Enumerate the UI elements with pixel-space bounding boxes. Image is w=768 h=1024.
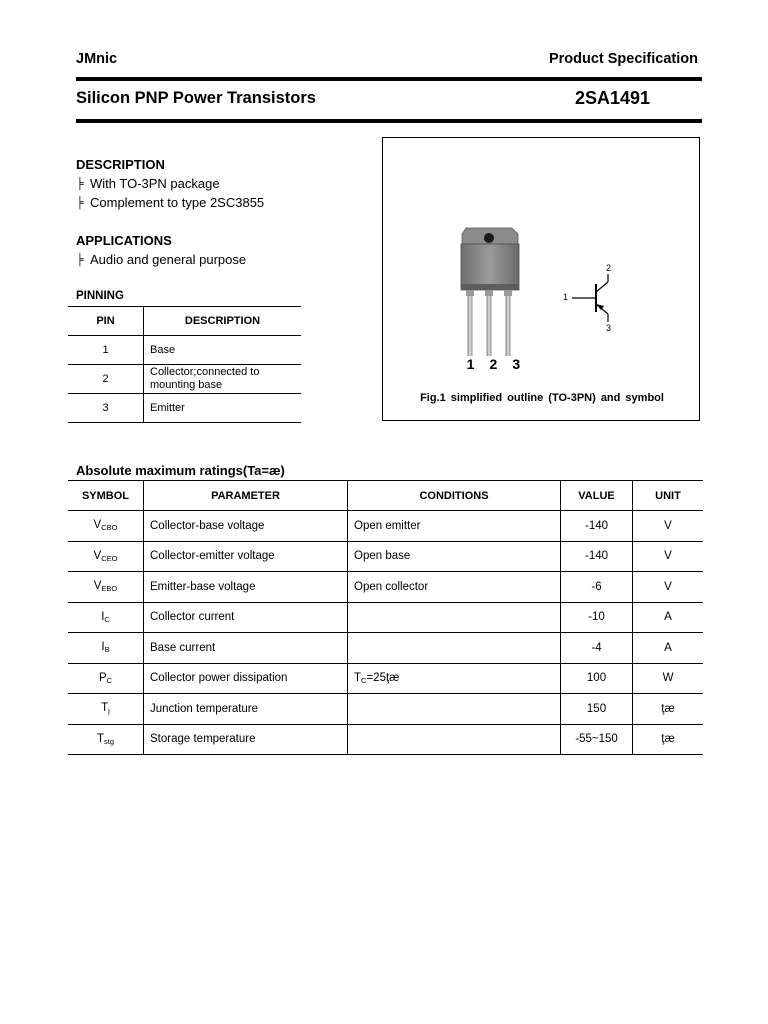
bullet-icon: ╞ bbox=[76, 196, 84, 209]
pin-number: 3 bbox=[68, 394, 144, 423]
symbol-letter: T bbox=[101, 702, 109, 715]
ratings-table bbox=[68, 480, 703, 755]
description-item bbox=[76, 195, 264, 210]
symbol-letter: I bbox=[101, 641, 105, 654]
bullet-icon: ╞ bbox=[76, 253, 84, 266]
pinning-header-row bbox=[68, 307, 301, 336]
table-row bbox=[68, 572, 703, 603]
rating-unit: A bbox=[633, 602, 704, 633]
symbol-letter: V bbox=[93, 519, 102, 532]
description-heading: DESCRIPTION bbox=[76, 157, 165, 172]
rating-parameter: Collector-base voltage bbox=[144, 511, 348, 542]
symbol-letter: T bbox=[96, 732, 104, 745]
rating-parameter: Emitter-base voltage bbox=[144, 572, 348, 603]
ratings-header-row bbox=[68, 481, 703, 511]
rating-parameter: Collector current bbox=[144, 602, 348, 633]
rating-condition bbox=[348, 633, 561, 664]
rating-parameter: Base current bbox=[144, 633, 348, 664]
symbol-subscript: j bbox=[108, 706, 110, 716]
rating-condition bbox=[348, 602, 561, 633]
table-row bbox=[68, 694, 703, 725]
rating-unit: V bbox=[633, 572, 704, 603]
rating-condition bbox=[348, 724, 561, 755]
package-pin-label: 1 bbox=[466, 356, 475, 372]
rating-symbol bbox=[68, 572, 144, 603]
symbol-base-label: 1 bbox=[563, 292, 569, 302]
symbol-subscript: CEO bbox=[101, 553, 118, 563]
document-type: Product Specification bbox=[548, 51, 698, 67]
rating-unit: A bbox=[633, 633, 704, 664]
rating-value: -6 bbox=[561, 572, 633, 603]
rating-symbol bbox=[68, 663, 144, 694]
rating-value: 100 bbox=[561, 663, 633, 694]
table-row bbox=[68, 365, 301, 394]
package-pin-label: 3 bbox=[512, 356, 521, 372]
to3pn-package-image bbox=[452, 222, 532, 374]
package-pin-label: 2 bbox=[489, 356, 498, 372]
table-row bbox=[68, 633, 703, 664]
rating-unit: W bbox=[633, 663, 704, 694]
pinning-heading: PINNING bbox=[76, 290, 124, 302]
rating-symbol bbox=[68, 511, 144, 542]
rating-value: -4 bbox=[561, 633, 633, 664]
description-item-text: Complement to type 2SC3855 bbox=[90, 195, 265, 210]
rating-condition bbox=[348, 511, 561, 542]
condition-text: Open emitter bbox=[354, 519, 421, 532]
table-row bbox=[68, 724, 703, 755]
rating-symbol bbox=[68, 694, 144, 725]
figure-box bbox=[382, 137, 700, 421]
pin-column-header: PIN bbox=[68, 307, 144, 336]
rating-symbol bbox=[68, 602, 144, 633]
value-column-header: VALUE bbox=[561, 481, 633, 511]
figure-caption: Fig.1 simplified outline (TO-3PN) and symbol bbox=[420, 392, 664, 404]
rating-unit: V bbox=[633, 541, 704, 572]
condition-subscript: C bbox=[361, 675, 367, 685]
rating-symbol bbox=[68, 724, 144, 755]
rating-parameter: Junction temperature bbox=[144, 694, 348, 725]
rating-value: -140 bbox=[561, 541, 633, 572]
rating-parameter: Collector-emitter voltage bbox=[144, 541, 348, 572]
rating-unit: V bbox=[633, 511, 704, 542]
symbol-subscript: C bbox=[104, 614, 110, 624]
pin-number: 2 bbox=[68, 365, 144, 394]
symbol-letter: V bbox=[93, 580, 102, 593]
conditions-column-header: CONDITIONS bbox=[348, 481, 561, 511]
rating-condition bbox=[348, 694, 561, 725]
package-pin-labels bbox=[461, 356, 526, 372]
table-row bbox=[68, 336, 301, 365]
symbol-subscript: B bbox=[104, 645, 110, 655]
table-row bbox=[68, 511, 703, 542]
symbol-letter: I bbox=[101, 610, 105, 623]
table-row bbox=[68, 541, 703, 572]
ratings-heading: Absolute maximum ratings(Ta=æ) bbox=[76, 463, 285, 478]
description-column-header: DESCRIPTION bbox=[144, 307, 302, 336]
table-row bbox=[68, 602, 703, 633]
rating-value: -140 bbox=[561, 511, 633, 542]
rating-condition bbox=[348, 572, 561, 603]
symbol-column-header: SYMBOL bbox=[68, 481, 144, 511]
symbol-emitter-label: 3 bbox=[606, 323, 612, 333]
applications-item bbox=[76, 252, 246, 267]
rating-symbol bbox=[68, 633, 144, 664]
header-rule-top bbox=[76, 77, 702, 81]
brand-name: JMnic bbox=[76, 51, 118, 67]
rating-value: -55~150 bbox=[561, 724, 633, 755]
rating-value: 150 bbox=[561, 694, 633, 725]
parameter-column-header: PARAMETER bbox=[144, 481, 348, 511]
symbol-collector-label: 2 bbox=[606, 263, 612, 273]
pin-number: 1 bbox=[68, 336, 144, 365]
condition-value: =25ţæ bbox=[366, 671, 400, 684]
symbol-subscript: CBO bbox=[101, 523, 118, 533]
symbol-subscript: C bbox=[106, 675, 113, 685]
rating-symbol bbox=[68, 541, 144, 572]
pinning-table bbox=[68, 306, 301, 423]
description-item-text: With TO-3PN package bbox=[90, 176, 220, 191]
symbol-subscript: EBO bbox=[101, 584, 118, 594]
condition-text: Open base bbox=[354, 550, 411, 563]
table-row bbox=[68, 394, 301, 423]
pin-description: Emitter bbox=[144, 394, 302, 423]
applications-heading: APPLICATIONS bbox=[76, 233, 172, 248]
symbol-letter: V bbox=[93, 549, 102, 562]
rating-parameter: Storage temperature bbox=[144, 724, 348, 755]
rating-value: -10 bbox=[561, 602, 633, 633]
condition-text: Open collector bbox=[354, 580, 429, 593]
rating-condition bbox=[348, 541, 561, 572]
rating-unit: ţæ bbox=[633, 694, 704, 725]
description-item bbox=[76, 176, 220, 191]
part-number: 2SA1491 bbox=[575, 88, 651, 108]
rating-parameter: Collector power dissipation bbox=[144, 663, 348, 694]
rating-condition bbox=[348, 663, 561, 694]
page-title: Silicon PNP Power Transistors bbox=[76, 89, 316, 107]
symbol-subscript: stg bbox=[104, 736, 115, 746]
applications-item-text: Audio and general purpose bbox=[90, 252, 247, 267]
pin-description: Base bbox=[144, 336, 302, 365]
unit-column-header: UNIT bbox=[633, 481, 704, 511]
pin-description: Collector;connected to mounting base bbox=[144, 365, 302, 394]
rating-unit: ţæ bbox=[633, 724, 704, 755]
symbol-letter: P bbox=[98, 671, 107, 684]
table-row bbox=[68, 663, 703, 694]
bullet-icon: ╞ bbox=[76, 177, 84, 190]
condition-symbol: T bbox=[354, 671, 362, 684]
header-rule-bottom bbox=[76, 119, 702, 123]
